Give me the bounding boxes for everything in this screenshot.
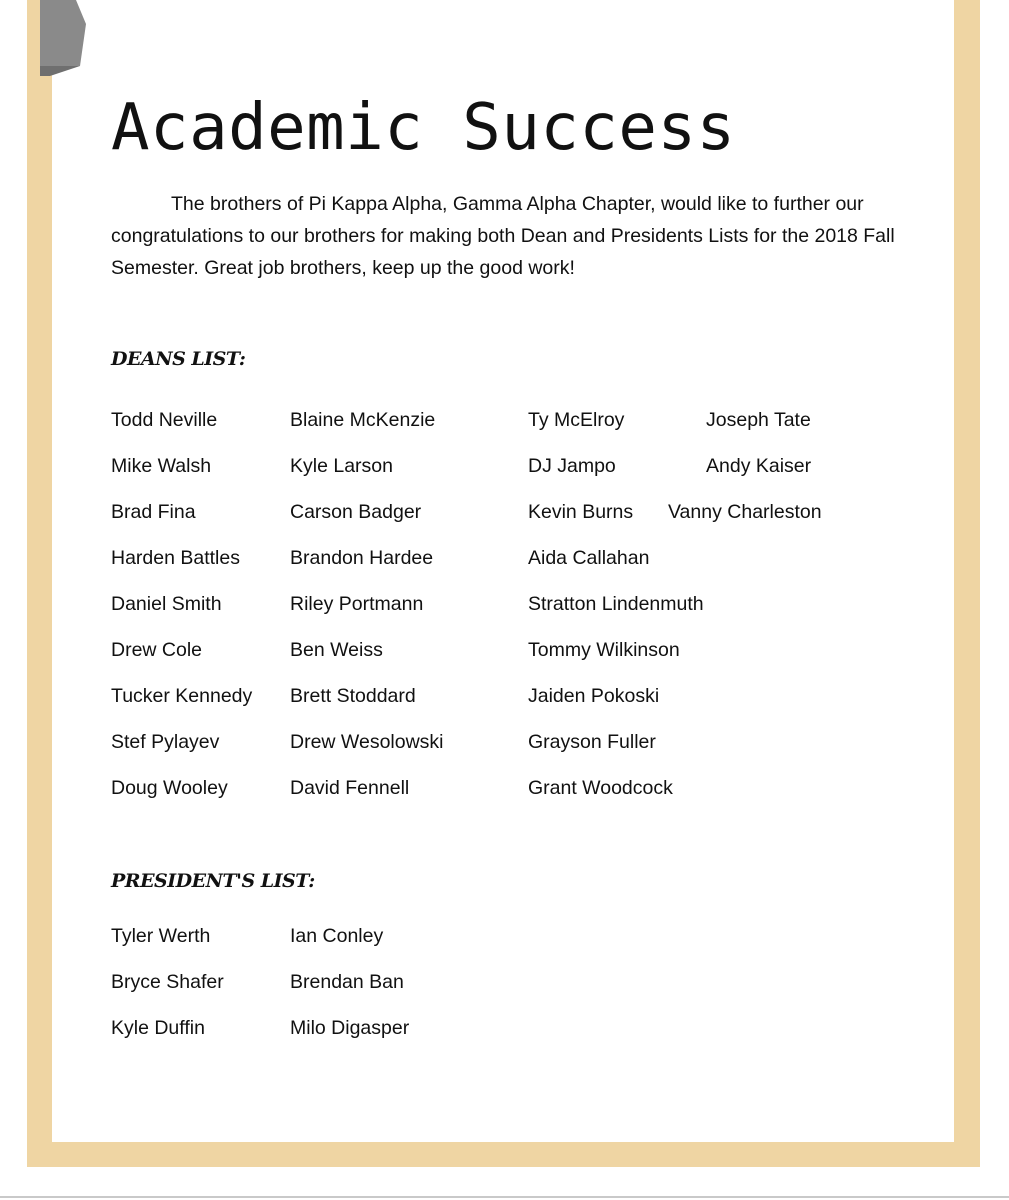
name-entry: Doug Wooley (111, 777, 228, 799)
name-entry: Brandon Hardee (290, 547, 434, 569)
name-entry: Drew Cole (111, 639, 203, 661)
name-entry: Drew Wesolowski (290, 731, 444, 753)
name-entry: Daniel Smith (111, 593, 222, 615)
name-entry: Harden Battles (111, 547, 240, 569)
name-entry: Milo Digasper (290, 1017, 410, 1039)
name-entry: Carson Badger (290, 501, 422, 523)
deans-list-heading: DEANS LIST: (111, 348, 246, 370)
bookmark-tab-icon (40, 0, 86, 76)
name-entry: Brett Stoddard (290, 685, 416, 707)
name-entry: Tyler Werth (111, 925, 211, 947)
name-entry: Tucker Kennedy (111, 685, 253, 707)
name-entry: Riley Portmann (290, 593, 424, 615)
name-entry: Mike Walsh (111, 455, 212, 477)
name-entry: Stef Pylayev (111, 731, 220, 753)
name-entry: Kevin Burns (528, 501, 634, 523)
name-entry: DJ Jampo (528, 455, 616, 477)
name-entry: Tommy Wilkinson (528, 639, 680, 661)
name-entry: Bryce Shafer (111, 971, 224, 993)
presidents-list-heading: PRESIDENT'S LIST: (111, 870, 315, 892)
name-entry: Todd Neville (111, 409, 218, 431)
name-entry: Blaine McKenzie (290, 409, 436, 431)
name-entry: Ian Conley (290, 925, 384, 947)
name-entry: Ty McElroy (528, 409, 625, 431)
name-entry: Brendan Ban (290, 971, 404, 993)
name-entry: Grayson Fuller (528, 731, 656, 753)
name-entry: Aida Callahan (528, 547, 650, 569)
name-entry: Joseph Tate (706, 409, 811, 431)
name-entry: Kyle Duffin (111, 1017, 205, 1039)
intro-paragraph: The brothers of Pi Kappa Alpha, Gamma Alpha Chapter, would like to further our congratulations to our brothers for making both Dean and Presidents Lists for the 2018 Fall Semester. Great job brothers, keep up the good work! (111, 193, 895, 279)
name-entry: Jaiden Pokoski (528, 685, 660, 707)
name-entry: Stratton Lindenmuth (528, 593, 704, 615)
name-entry: Vanny Charleston (668, 501, 822, 523)
page-title: Academic Success (111, 91, 736, 165)
name-entry: David Fennell (290, 777, 410, 799)
name-entry: Ben Weiss (290, 639, 383, 661)
name-entry: Grant Woodcock (528, 777, 673, 799)
name-entry: Kyle Larson (290, 455, 393, 477)
name-entry: Andy Kaiser (706, 455, 812, 477)
name-entry: Brad Fina (111, 501, 196, 523)
page-bottom-edge (0, 1196, 1009, 1198)
